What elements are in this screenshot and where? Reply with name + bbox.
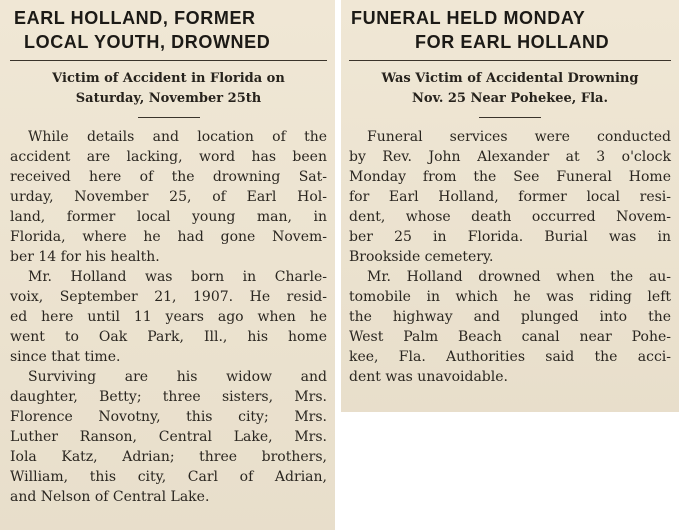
text-line: Florence Novotny, this city; Mrs. — [10, 409, 327, 425]
text-line: ber 14 for his health. — [10, 249, 160, 265]
text-line: Mr. Holland drowned when the au- — [367, 269, 671, 285]
text-line: accident are lacking, word has been — [10, 149, 327, 165]
right-headline-line-1: FUNERAL HELD MONDAY — [351, 8, 586, 28]
right-headline-line-2: FOR EARL HOLLAND — [415, 32, 610, 52]
right-subhead-line-2: Nov. 25 Near Pohekee, Fla. — [412, 91, 608, 106]
text-line: William, this city, Carl of Adrian, — [10, 469, 327, 485]
left-headline-line-1: EARL HOLLAND, FORMER — [14, 8, 256, 28]
left-paragraph-1 — [10, 127, 327, 267]
right-headline-rule — [349, 60, 671, 61]
text-line: and Nelson of Central Lake. — [10, 489, 210, 505]
left-paragraph-3 — [10, 367, 327, 507]
left-subhead-rule — [138, 117, 200, 118]
text-line: tomobile in which he was riding left — [349, 289, 671, 305]
text-line: West Palm Beach canal near Pohe- — [349, 329, 671, 345]
right-paragraph-1 — [349, 127, 671, 267]
left-subhead — [10, 69, 327, 109]
text-line: daughter, Betty; three sisters, Mrs. — [10, 389, 327, 405]
text-line: went to Oak Park, Ill., his home — [10, 329, 327, 345]
right-article-body — [349, 127, 671, 387]
text-line: Florida, where he had gone Novem- — [10, 229, 327, 245]
text-line: Monday from the See Funeral Home — [349, 169, 671, 185]
right-subhead-rule — [479, 117, 541, 118]
text-line: ber 25 in Florida. Burial was in — [349, 229, 671, 245]
text-line: urday, November 25, of Earl Hol- — [10, 189, 327, 205]
left-headline-rule — [10, 60, 327, 61]
right-paragraph-2 — [349, 267, 671, 387]
left-newspaper-clipping — [0, 0, 335, 530]
text-line: ed here until 11 years ago when he — [10, 309, 327, 325]
text-line: While details and location of the — [28, 129, 327, 145]
right-newspaper-clipping — [341, 0, 679, 412]
text-line: land, former local young man, in — [10, 209, 327, 225]
right-subhead — [349, 69, 671, 109]
text-line: by Rev. John Alexander at 3 o'clock — [349, 149, 671, 165]
left-subhead-line-1: Victim of Accident in Florida on — [52, 71, 285, 86]
left-subhead-line-2: Saturday, November 25th — [75, 91, 262, 106]
text-line: voix, September 21, 1907. He resid- — [10, 289, 327, 305]
left-article-body — [10, 127, 327, 507]
left-headline — [10, 6, 327, 54]
right-subhead-line-1: Was Victim of Accidental Drowning — [381, 71, 639, 86]
text-line: Funeral services were conducted — [367, 129, 671, 145]
text-line: kee, Fla. Authorities said the acci- — [349, 349, 671, 365]
text-line: Surviving are his widow and — [28, 369, 327, 385]
right-headline — [349, 6, 671, 54]
text-line: since that time. — [10, 349, 121, 365]
text-line: dent, whose death occurred Novem- — [349, 209, 671, 225]
text-line: for Earl Holland, former local resi- — [349, 189, 671, 205]
left-paragraph-2 — [10, 267, 327, 367]
text-line: dent was unavoidable. — [349, 369, 508, 385]
left-headline-line-2: LOCAL YOUTH, DROWNED — [24, 32, 271, 52]
text-line: Mr. Holland was born in Charle- — [28, 269, 327, 285]
text-line: the highway and plunged into the — [349, 309, 671, 325]
text-line: received here of the drowning Sat- — [10, 169, 327, 185]
text-line: Luther Ranson, Central Lake, Mrs. — [10, 429, 327, 445]
text-line: Iola Katz, Adrian; three brothers, — [10, 449, 327, 465]
text-line: Brookside cemetery. — [349, 249, 494, 265]
